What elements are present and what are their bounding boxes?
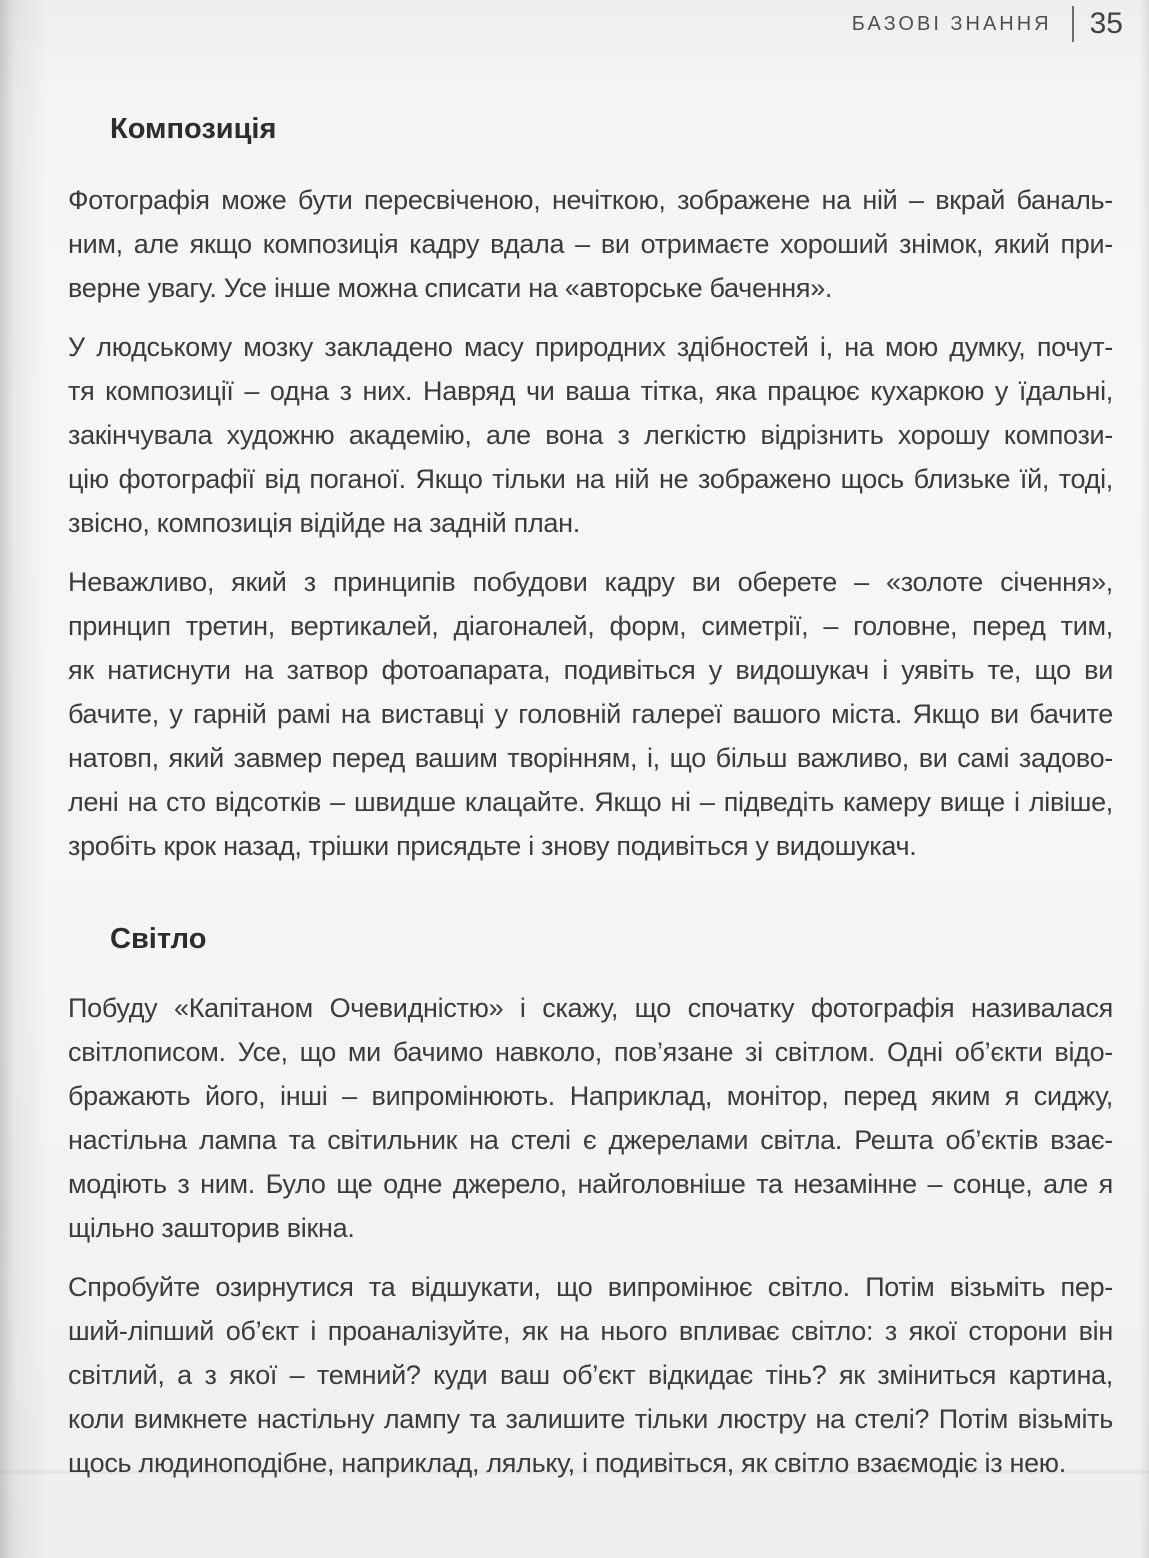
text-line: щось людиноподібне, наприклад, ляльку, і подивіться, як світло взаємодіє із нею. — [68, 1448, 1066, 1478]
text-line: ним, але якщо композиція кадру вдала – ви отримаєте хороший знімок, який при- — [68, 229, 1113, 259]
text-line: як натиснути на затвор фотоапарата, подивіться у видошукач і уявіть те, що ви — [68, 655, 1113, 685]
section-heading-composition: Композиція — [110, 113, 277, 145]
text-line: зробіть крок назад, трішки присядьте і знову подивіться у видошукач. — [68, 831, 917, 861]
text-line: У людському мозку закладено масу природних здібностей і, на мою думку, почут- — [68, 332, 1113, 362]
text-line: настільна лампа та світильник на стелі є джерелами світла. Решта об’єктів взає- — [68, 1125, 1113, 1155]
page-number: 35 — [1089, 7, 1123, 40]
text-line: Побуду «Капітаном Очевидністю» і скажу, що спочатку фотографія називалася — [68, 993, 1113, 1023]
text-line: натовп, який завмер перед вашим творінням, і, що більш важливо, ви самі задово- — [68, 743, 1113, 773]
text-line: світлий, а з якої – темний? куди ваш об’єкт відкидає тінь? як зміниться картина, — [68, 1360, 1113, 1390]
text-line: лені на сто відсотків – швидше клацайте. Якщо ні – підведіть камеру вище і лівіше, — [68, 787, 1113, 817]
text-line: Фотографія може бути пересвіченою, нечіткою, зображене на ній – вкрай баналь- — [68, 185, 1113, 215]
text-line: тя композиції – одна з них. Навряд чи ваша тітка, яка працює кухаркою у їдальні, — [68, 376, 1113, 406]
text-line: Спробуйте озирнутися та відшукати, що випромінює світло. Потім візьміть пер- — [68, 1272, 1113, 1302]
section-heading-light: Світло — [110, 923, 207, 955]
text-line: бачите, у гарній рамі на виставці у головній галереї вашого міста. Якщо ви бачите — [68, 699, 1113, 729]
text-line: бражають його, інші – випромінюють. Наприклад, монітор, перед яким я сиджу, — [68, 1081, 1113, 1111]
text-line: коли вимкнете настільну лампу та залишите тільки люстру на стелі? Потім візьміть — [68, 1404, 1113, 1434]
text-line: верне увагу. Усе інше можна списати на «авторське бачення». — [68, 273, 833, 303]
text-line: Неважливо, який з принципів побудови кадру ви оберете – «золоте січення», — [68, 567, 1113, 597]
running-head: БАЗОВІ ЗНАННЯ — [851, 12, 1052, 35]
text-line: модіють з ним. Було ще одне джерело, найголовніше та незамінне – сонце, але я — [68, 1169, 1113, 1199]
text-line: звісно, композиція відійде на задній план. — [68, 508, 580, 538]
paragraph — [68, 986, 1113, 1250]
text-line: ший-ліпший об’єкт і проаналізуйте, як на нього впливає світло: з якої сторони він — [68, 1316, 1113, 1346]
paragraph — [68, 1265, 1113, 1485]
paragraph — [68, 178, 1113, 310]
paragraph — [68, 325, 1113, 545]
scan-artifact-band — [0, 1470, 1149, 1474]
text-line: щільно зашторив вікна. — [68, 1213, 355, 1243]
text-line: принцип третин, вертикалей, діагоналей, форм, симетрії, – головне, перед тим, — [68, 611, 1113, 641]
paragraph — [68, 560, 1113, 868]
text-line: цію фотографії від поганої. Якщо тільки на ній не зображено щось близьке їй, тоді, — [68, 464, 1113, 494]
text-line: світлописом. Усе, що ми бачимо навколо, пов’язане зі світлом. Одні об’єкти відо- — [68, 1037, 1113, 1067]
text-line: закінчувала художню академію, але вона з легкістю відрізнить хорошу компози- — [68, 420, 1113, 450]
